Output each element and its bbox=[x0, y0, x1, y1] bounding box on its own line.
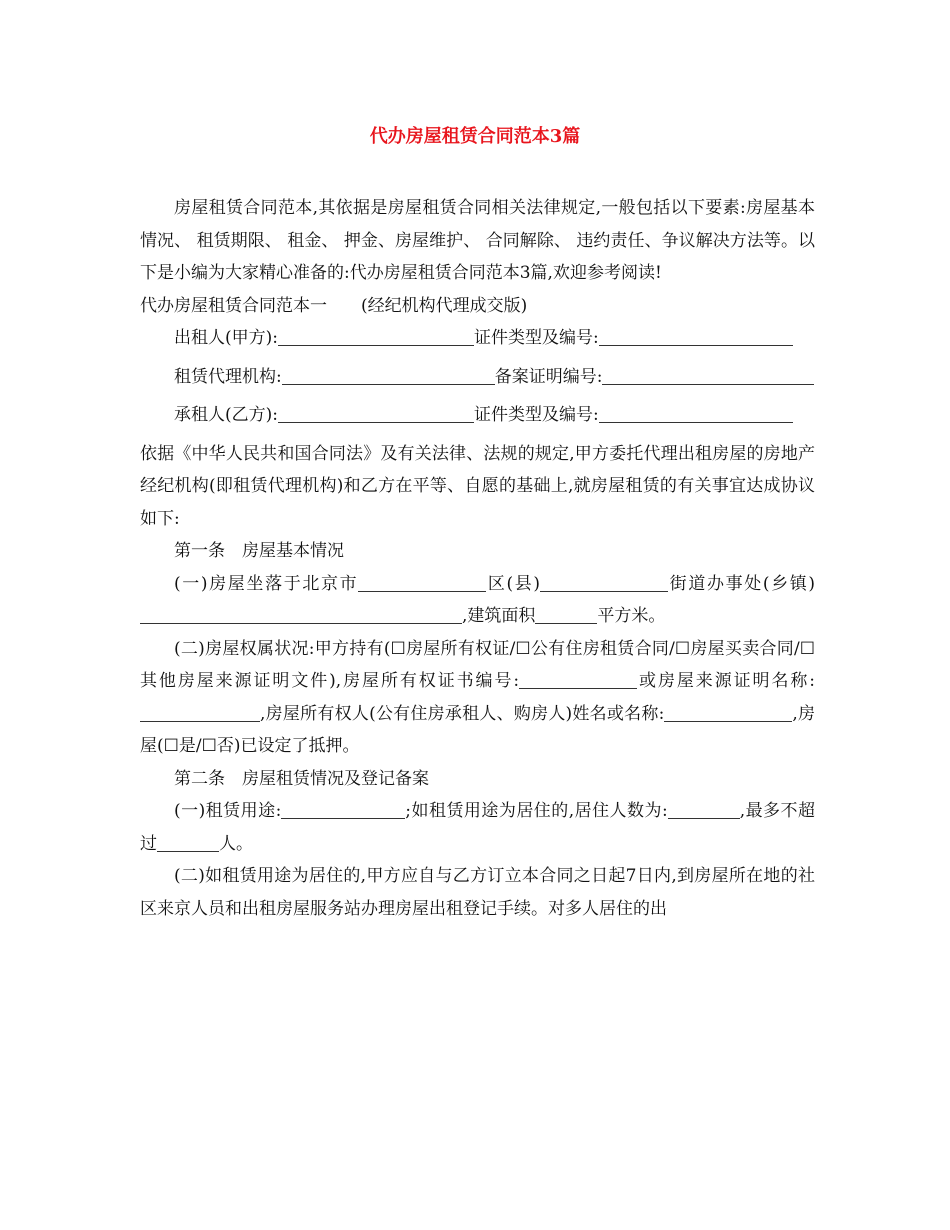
basis-paragraph: 依据《中华人民共和国合同法》及有关法律、法规的规定,甲方委托代理出租房屋的房地产经纪机构(即租赁代理机构)和乙方在平等、自愿的基础上,就房屋租赁的有关事宜达成协议如下: bbox=[140, 443, 815, 529]
clause-text: 区(县) bbox=[486, 573, 541, 594]
clause-text: 平方米。 bbox=[597, 606, 666, 626]
clause-text: (二)房屋权属状况:甲方持有(☐房屋所有权证/☐公有住房租赁合同/☐房屋买卖合同/☐其他房屋来源证明文件),房屋所有权证书编号: bbox=[140, 638, 815, 691]
street-blank bbox=[540, 573, 668, 592]
filing-blank-cont bbox=[762, 366, 814, 385]
article-1-heading: 第一条 房屋基本情况 bbox=[174, 541, 344, 561]
lessor-line bbox=[140, 322, 815, 355]
clause-text: ,房屋(☐是/☐否)已设定了抵押。 bbox=[140, 703, 816, 756]
lessor-id-blank-cont bbox=[759, 327, 793, 346]
clause-text: ;如租赁用途为居住的,居住人数为: bbox=[405, 801, 668, 821]
lessee-line bbox=[140, 399, 815, 432]
clause-text: (一)租赁用途: bbox=[174, 801, 282, 821]
agency-line bbox=[140, 361, 815, 394]
id-type-label: 证件类型及编号: bbox=[474, 328, 599, 348]
certificate-number-blank bbox=[519, 670, 637, 689]
district-blank bbox=[358, 573, 486, 592]
clause-text: ,最多不超过 bbox=[140, 801, 815, 854]
address-blank bbox=[140, 605, 462, 624]
agency-blank bbox=[282, 366, 495, 385]
owner-name-blank bbox=[664, 703, 792, 722]
max-occupants-blank bbox=[157, 833, 219, 852]
clause-text: 街道办事处(乡镇) bbox=[668, 573, 816, 594]
clause-text: (一)房屋坐落于北京市 bbox=[174, 573, 359, 594]
article-1-clause-2 bbox=[140, 633, 815, 763]
filing-label: 备案证明编号: bbox=[494, 366, 603, 387]
article-2-clause-2: (二)如租赁用途为居住的,甲方应自与乙方订立本合同之日起7日内,到房屋所在地的社区来京人员和出租房屋服务站办理房屋出租登记手续。对多人居住的出 bbox=[140, 866, 815, 919]
lessor-id-blank bbox=[599, 327, 759, 346]
occupants-blank bbox=[668, 800, 740, 819]
lessor-blank bbox=[278, 327, 474, 346]
clause-text: ,房屋所有权人(公有住房承租人、购房人)姓名或名称: bbox=[260, 703, 665, 724]
lessee-id-blank-cont bbox=[759, 404, 793, 423]
intro-paragraph: 房屋租赁合同范本,其依据是房屋租赁合同相关法律规定,一般包括以下要素:房屋基本情况、 租赁期限、 租金、 押金、房屋维护、 合同解除、 违约责任、争议解决方法等。以下是小编为大家精心准备的:代办房屋租赁合同范本3篇,欢迎参考阅读! bbox=[140, 198, 815, 283]
lessee-id-blank bbox=[599, 404, 759, 423]
document-title: 代办房屋租赁合同范本3篇 bbox=[369, 126, 581, 147]
source-proof-blank bbox=[140, 703, 260, 722]
purpose-blank bbox=[281, 800, 405, 819]
article-2-clause-1 bbox=[140, 795, 815, 860]
lessee-label: 承租人(乙方): bbox=[174, 405, 278, 425]
area-blank bbox=[535, 605, 597, 624]
agency-label: 租赁代理机构: bbox=[174, 366, 282, 387]
lessor-label: 出租人(甲方): bbox=[174, 328, 278, 348]
lessee-blank bbox=[278, 404, 474, 423]
article-1-clause-1 bbox=[140, 568, 815, 633]
clause-text: ,建筑面积 bbox=[462, 606, 536, 626]
id-type-label-2: 证件类型及编号: bbox=[474, 405, 599, 425]
article-2-heading: 第二条 房屋租赁情况及登记备案 bbox=[174, 768, 429, 789]
filing-blank bbox=[602, 366, 762, 385]
clause-text: 人。 bbox=[219, 833, 253, 854]
document-body bbox=[140, 192, 815, 925]
section-heading: 代办房屋租赁合同范本一 (经纪机构代理成交版) bbox=[140, 295, 528, 316]
clause-text: 或房屋来源证明名称: bbox=[637, 671, 816, 691]
